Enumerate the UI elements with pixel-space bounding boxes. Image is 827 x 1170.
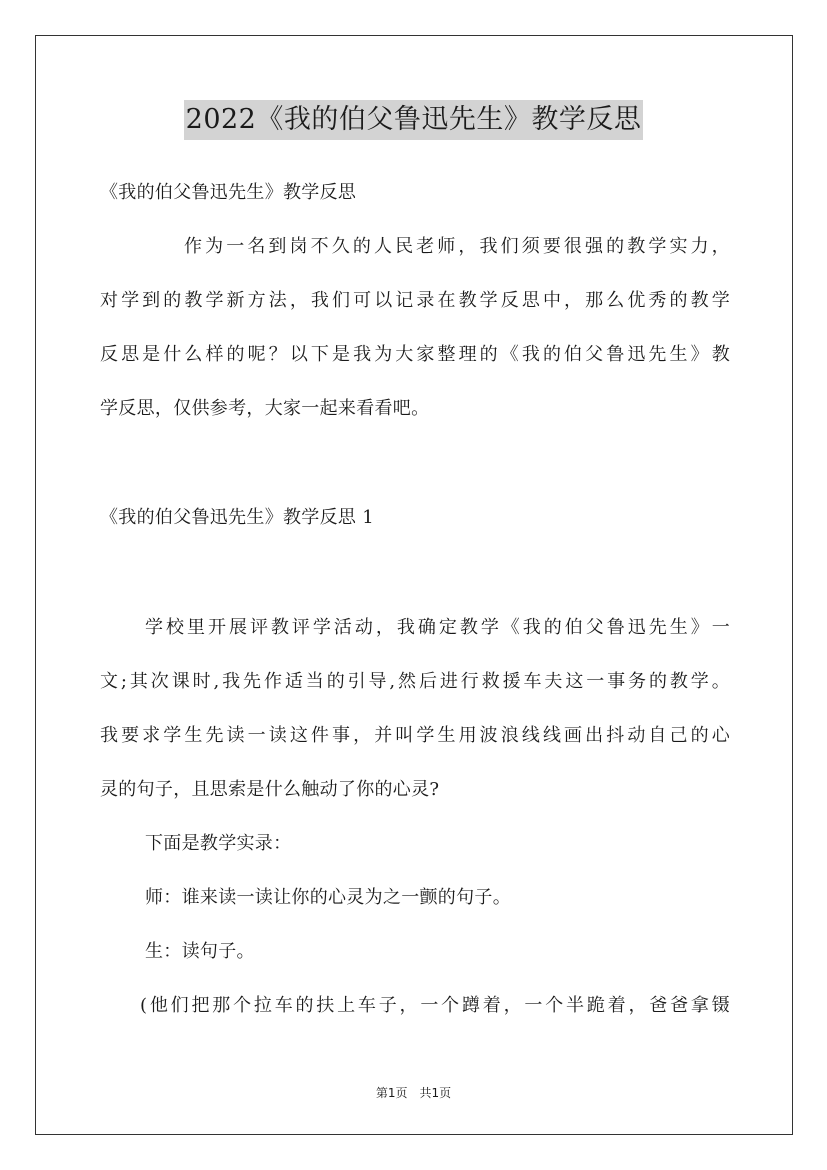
dialogue-line-2: 生：读句子。 [145,941,255,962]
section-heading: 《我的伯父鲁迅先生》教学反思 1 [100,507,374,528]
body-line-2: 文;其次课时,我先作适当的引导,然后进行救援车夫这一事务的教学。 [100,671,730,692]
intro-line-3: 反思是什么样的呢？以下是我为大家整理的《我的伯父鲁迅先生》教 [100,344,730,365]
title-wrap [0,100,827,140]
page-footer: 第1页 共1页 [375,1086,452,1100]
body-line-4: 灵的句子，且思索是什么触动了你的心灵? [100,779,440,800]
subtitle: 《我的伯父鲁迅先生》教学反思 [100,182,357,203]
dialogue-line-1: 师：谁来读一读让你的心灵为之一颤的句子。 [145,887,511,908]
intro-line-2: 对学到的教学新方法，我们可以记录在教学反思中，那么优秀的教学 [100,290,730,311]
document-title: 2022《我的伯父鲁迅先生》教学反思 [184,100,644,140]
dialogue-line-3: (他们把那个拉车的扶上车子，一个蹲着，一个半跪着，爸爸拿镊 [140,995,730,1016]
intro-line-4: 学反思，仅供参考，大家一起来看看吧。 [100,398,430,419]
record-intro: 下面是教学实录： [145,833,292,854]
body-line-1: 学校里开展评教评学活动，我确定教学《我的伯父鲁迅先生》一 [145,617,730,638]
intro-line-1: 作为一名到岗不久的人民老师，我们须要很强的教学实力， [184,236,730,257]
body-line-3: 我要求学生先读一读这件事，并叫学生用波浪线线画出抖动自己的心 [100,725,730,746]
